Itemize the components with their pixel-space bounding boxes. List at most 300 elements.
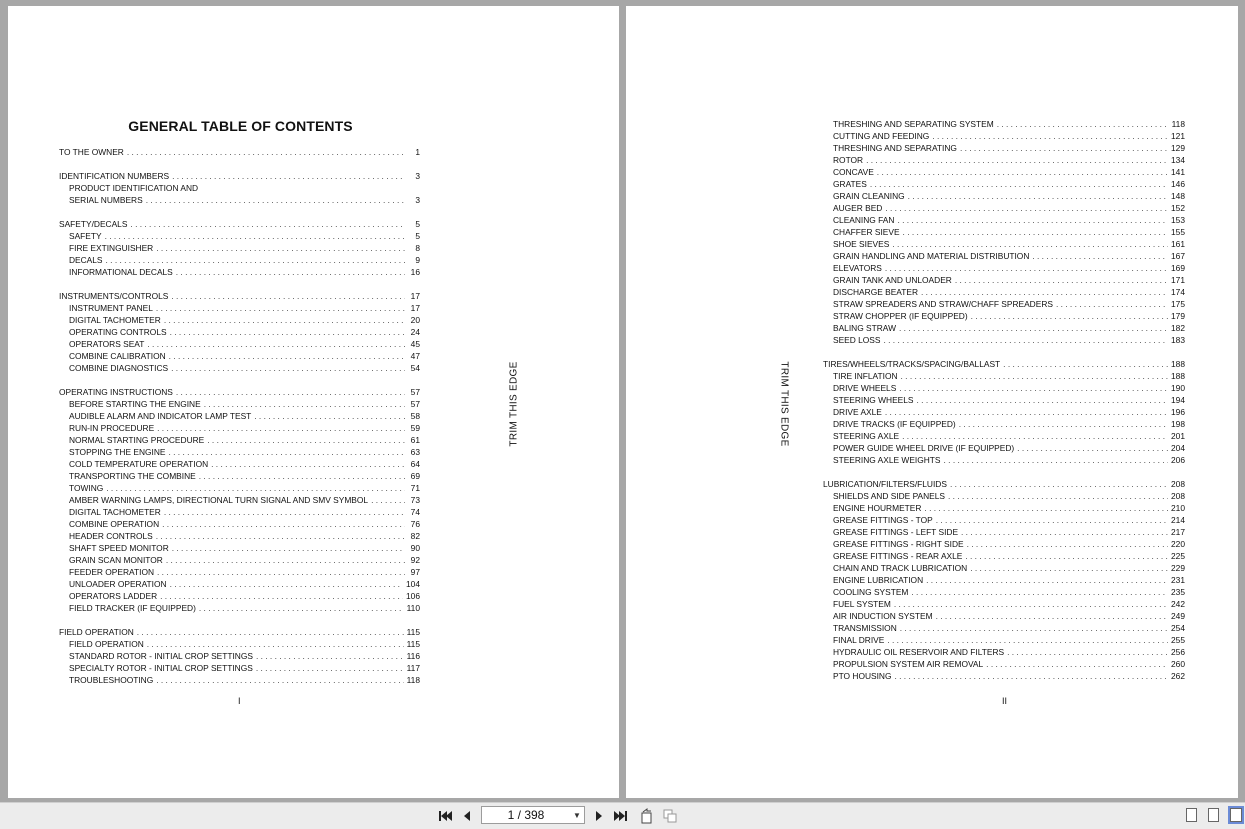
page-indicator: 1 / 398 [507, 808, 545, 822]
trim-label: TRIM THIS EDGE [508, 361, 520, 447]
toc-subentry[interactable] [823, 214, 1185, 226]
toc-entry-title: TROUBLESHOOTING [69, 675, 154, 685]
toc-page-number: 153 [1171, 215, 1185, 225]
toc-page-number: 242 [1171, 599, 1185, 609]
toc-page-number: 188 [1171, 359, 1185, 369]
toc-subentry[interactable] [823, 610, 1185, 622]
toc-page-number: 71 [410, 483, 420, 493]
toc-entry-title: DIGITAL TACHOMETER [69, 507, 161, 517]
toc-entry-title: DECALS [69, 255, 103, 265]
toc-page-number: 190 [1171, 383, 1185, 393]
toc-subentry[interactable] [823, 154, 1185, 166]
toc-page-number: 8 [415, 243, 420, 253]
toc-subentry[interactable] [823, 118, 1185, 130]
dot-leader [894, 670, 1168, 682]
toc-page-number: 194 [1171, 395, 1185, 405]
dot-leader [207, 434, 405, 446]
toc-subentry[interactable] [823, 574, 1185, 586]
toc-subentry[interactable] [823, 430, 1185, 442]
toc-entry-title: DRIVE WHEELS [833, 383, 897, 393]
toc-entry[interactable] [59, 290, 420, 302]
toc-entry-title: UNLOADER OPERATION [69, 579, 167, 589]
toc-subentry[interactable] [823, 658, 1185, 670]
toc-entry-title: SERIAL NUMBERS [69, 195, 143, 205]
toc-subentry[interactable] [823, 406, 1185, 418]
toc-subentry[interactable] [59, 266, 420, 278]
single-page-view-icon[interactable] [1186, 808, 1197, 822]
toc-subentry[interactable] [823, 526, 1185, 538]
toc-page-number: 255 [1171, 635, 1185, 645]
toc-entry-title: CHAFFER SIEVE [833, 227, 900, 237]
toc-page-number: 167 [1171, 251, 1185, 261]
toc-subentry[interactable] [823, 454, 1185, 466]
dot-leader [254, 410, 405, 422]
toc-entry[interactable] [59, 218, 420, 230]
fit-page-button[interactable] [661, 807, 679, 825]
dot-leader [997, 118, 1169, 130]
toc-section [59, 218, 420, 278]
toc-page-number: 175 [1171, 299, 1185, 309]
fit-page-icon [662, 808, 678, 824]
toc-subentry[interactable] [823, 562, 1185, 574]
dot-leader [160, 590, 403, 602]
toc-page-number: 169 [1171, 263, 1185, 273]
previous-page-button[interactable] [458, 807, 476, 825]
toc-subentry[interactable] [823, 538, 1185, 550]
toc-entry-title: RUN-IN PROCEDURE [69, 423, 155, 433]
dot-leader [924, 502, 1168, 514]
toc-page-number: 20 [410, 315, 420, 325]
toc-subentry[interactable] [59, 350, 420, 362]
rotate-page-button[interactable] [638, 807, 656, 825]
toc-subentry[interactable] [59, 530, 420, 542]
toc-section [823, 118, 1185, 346]
toc-page-number: 47 [410, 351, 420, 361]
toc-section [59, 626, 420, 686]
toc-page-number: 188 [1171, 371, 1185, 381]
toc-page-number: 225 [1171, 551, 1185, 561]
dot-leader [147, 638, 404, 650]
toc-entry[interactable] [59, 170, 420, 182]
toc-entry-title: THRESHING AND SEPARATING SYSTEM [833, 119, 994, 129]
toc-subentry[interactable] [823, 394, 1185, 406]
dot-leader [137, 626, 404, 638]
toc-page-number: 198 [1171, 419, 1185, 429]
toc-entry-title: STEERING WHEELS [833, 395, 914, 405]
dot-leader [171, 362, 405, 374]
dot-leader [169, 446, 406, 458]
toc-entry-title: BALING STRAW [833, 323, 896, 333]
toc-page-number: 58 [410, 411, 420, 421]
toc-subentry[interactable] [823, 646, 1185, 658]
last-page-button[interactable] [612, 807, 630, 825]
toc-page-number: 220 [1171, 539, 1185, 549]
toc-entry-title: SAFETY/DECALS [59, 219, 128, 229]
toc-entry-title: STEERING AXLE [833, 431, 900, 441]
dot-leader [166, 554, 405, 566]
dot-leader [885, 262, 1168, 274]
dot-leader [164, 314, 405, 326]
toc-subentry[interactable] [59, 182, 420, 194]
dot-leader [199, 602, 404, 614]
toc-page-number: 110 [406, 603, 420, 613]
dot-leader [157, 566, 405, 578]
page-right [626, 6, 1238, 798]
dot-leader [256, 650, 404, 662]
first-page-icon [438, 810, 452, 822]
toc-entry-title: HEADER CONTROLS [69, 531, 153, 541]
dot-leader [892, 238, 1168, 250]
dot-leader [921, 286, 1168, 298]
toc-subentry[interactable] [823, 334, 1185, 346]
dot-leader [1032, 250, 1168, 262]
toc-entry-title: HYDRAULIC OIL RESERVOIR AND FILTERS [833, 647, 1005, 657]
toc-subentry[interactable] [59, 542, 420, 554]
rotate-page-icon [639, 808, 655, 824]
toc-page-number: 61 [410, 435, 420, 445]
toc-entry-title: GREASE FITTINGS - LEFT SIDE [833, 527, 959, 537]
toc-entry-title: DISCHARGE BEATER [833, 287, 919, 297]
toc-subentry[interactable] [59, 590, 420, 602]
dot-leader [944, 454, 1169, 466]
dot-leader [900, 622, 1168, 634]
previous-page-icon [462, 810, 472, 822]
toc-subentry[interactable] [59, 422, 420, 434]
toc-list-left [59, 146, 420, 698]
dot-leader [371, 494, 405, 506]
dot-leader [870, 178, 1168, 190]
toc-subentry[interactable] [59, 506, 420, 518]
toc-subentry[interactable] [59, 482, 420, 494]
dot-leader [1017, 442, 1168, 454]
dot-leader [156, 674, 403, 686]
dot-leader [147, 338, 405, 350]
dot-leader [170, 578, 403, 590]
toc-entry-title: INSTRUMENT PANEL [69, 303, 153, 313]
toc-entry-title: FEEDER OPERATION [69, 567, 155, 577]
toc-page-number: 17 [410, 291, 420, 301]
toc-entry-title: FIELD TRACKER (IF EQUIPPED) [69, 603, 196, 613]
dot-leader [156, 302, 405, 314]
toc-entry-title: SPECIALTY ROTOR - INITIAL CROP SETTINGS [69, 663, 253, 673]
toc-subentry[interactable] [823, 202, 1185, 214]
dot-leader [903, 226, 1168, 238]
toc-subentry[interactable] [59, 578, 420, 590]
dot-leader [156, 242, 405, 254]
toc-subentry[interactable] [59, 194, 420, 206]
toc-entry-title: PRODUCT IDENTIFICATION AND [69, 183, 199, 193]
dot-leader [936, 514, 1168, 526]
toc-subentry[interactable] [59, 434, 420, 446]
toc-subentry[interactable] [823, 622, 1185, 634]
two-page-view-icon[interactable] [1230, 808, 1242, 822]
toc-subentry[interactable] [823, 514, 1185, 526]
toc-entry-title: GREASE FITTINGS - RIGHT SIDE [833, 539, 964, 549]
toc-entry-title: COMBINE DIAGNOSTICS [69, 363, 169, 373]
toc-subentry[interactable] [823, 418, 1185, 430]
dot-leader [204, 398, 405, 410]
toc-entry[interactable] [59, 386, 420, 398]
toc-entry[interactable] [59, 146, 420, 158]
dot-leader [162, 518, 405, 530]
toc-subentry[interactable] [823, 670, 1185, 682]
toc-subentry[interactable] [823, 370, 1185, 382]
toc-subentry[interactable] [823, 274, 1185, 286]
dot-leader [170, 326, 405, 338]
toc-subentry[interactable] [59, 326, 420, 338]
dot-leader [899, 382, 1168, 394]
toc-subentry[interactable] [59, 338, 420, 350]
dot-leader [970, 562, 1168, 574]
toc-subentry[interactable] [823, 226, 1185, 238]
dot-leader [883, 334, 1168, 346]
toc-entry-title: COLD TEMPERATURE OPERATION [69, 459, 209, 469]
toc-subentry[interactable] [823, 286, 1185, 298]
toc-page-number: 256 [1171, 647, 1185, 657]
toc-page-number: 5 [415, 231, 420, 241]
toc-entry-title: OPERATORS LADDER [69, 591, 158, 601]
toc-subentry[interactable] [59, 650, 420, 662]
toc-subentry[interactable] [823, 310, 1185, 322]
dot-leader [955, 274, 1168, 286]
toc-page-number: 73 [410, 495, 420, 505]
toc-page-number: 129 [1171, 143, 1185, 153]
toc-entry-title: OPERATING INSTRUCTIONS [59, 387, 173, 397]
toc-subentry[interactable] [59, 602, 420, 614]
toc-entry-title: CONCAVE [833, 167, 874, 177]
chevron-down-icon: ▼ [573, 810, 581, 820]
toc-page-number: 214 [1171, 515, 1185, 525]
dot-leader [908, 190, 1168, 202]
toc-subentry[interactable] [823, 442, 1185, 454]
toc-entry[interactable] [823, 478, 1185, 490]
toc-entry-title: PTO HOUSING [833, 671, 892, 681]
toc-entry-title: OPERATING CONTROLS [69, 327, 167, 337]
dot-leader [866, 154, 1168, 166]
toc-page-number: 97 [410, 567, 420, 577]
dot-leader [967, 538, 1168, 550]
toc-page-number: 155 [1171, 227, 1185, 237]
toc-subentry[interactable] [59, 662, 420, 674]
toc-page-number: 148 [1171, 191, 1185, 201]
dot-leader [961, 526, 1168, 538]
dot-leader [899, 322, 1168, 334]
toc-page-number: 134 [1171, 155, 1185, 165]
toc-subentry[interactable] [823, 586, 1185, 598]
dot-leader [211, 458, 405, 470]
toc-page-number: 174 [1171, 287, 1185, 297]
toc-subentry[interactable] [59, 554, 420, 566]
dot-leader [897, 214, 1168, 226]
toc-page-number: 146 [1171, 179, 1185, 189]
toc-page-number: 104 [406, 579, 420, 589]
toc-entry-title: ROTOR [833, 155, 864, 165]
last-page-icon [614, 810, 628, 822]
toc-entry-title: DRIVE TRACKS (IF EQUIPPED) [833, 419, 956, 429]
dot-leader [885, 202, 1168, 214]
next-page-icon [594, 810, 604, 822]
dot-leader [877, 166, 1168, 178]
toc-entry-title: STEERING AXLE WEIGHTS [833, 455, 941, 465]
toc-page-number: 45 [410, 339, 420, 349]
dot-leader [960, 142, 1168, 154]
dot-leader [936, 610, 1168, 622]
toc-entry-title: ELEVATORS [833, 263, 882, 273]
toc-page-number: 231 [1171, 575, 1185, 585]
toc-subentry[interactable] [823, 262, 1185, 274]
toc-entry-title: TIRES/WHEELS/TRACKS/SPACING/BALLAST [823, 359, 1001, 369]
toc-entry-title: BEFORE STARTING THE ENGINE [69, 399, 201, 409]
toc-subentry[interactable] [823, 322, 1185, 334]
toc-subentry[interactable] [823, 250, 1185, 262]
toc-entry-title: AUGER BED [833, 203, 883, 213]
toc-page-number: 182 [1171, 323, 1185, 333]
toc-page-number: 17 [410, 303, 420, 313]
dot-leader [157, 422, 405, 434]
toc-subentry[interactable] [59, 494, 420, 506]
toc-page-number: 24 [410, 327, 420, 337]
toc-subentry[interactable] [59, 302, 420, 314]
dot-leader [959, 418, 1168, 430]
toc-page-number: 217 [1171, 527, 1185, 537]
toc-entry-title: DRIVE AXLE [833, 407, 882, 417]
toc-entry-title: COMBINE CALIBRATION [69, 351, 166, 361]
toc-subentry[interactable] [59, 242, 420, 254]
toc-page-number: 196 [1171, 407, 1185, 417]
toc-page-number: 64 [410, 459, 420, 469]
toc-page-number: 106 [406, 591, 420, 601]
trim-label: TRIM THIS EDGE [778, 361, 790, 447]
toc-page-number: 76 [410, 519, 420, 529]
toc-subentry[interactable] [59, 314, 420, 326]
toc-section [59, 146, 420, 158]
dot-leader [901, 370, 1168, 382]
toc-section [823, 358, 1185, 466]
toc-entry[interactable] [823, 358, 1185, 370]
toc-subentry[interactable] [59, 674, 420, 686]
toc-entry-title: FUEL SYSTEM [833, 599, 891, 609]
toc-subentry[interactable] [59, 254, 420, 266]
toc-subentry[interactable] [823, 130, 1185, 142]
toc-entry-title: GRAIN SCAN MONITOR [69, 555, 163, 565]
toc-subentry[interactable] [59, 566, 420, 578]
toc-subentry[interactable] [823, 178, 1185, 190]
toc-entry-title: STRAW CHOPPER (IF EQUIPPED) [833, 311, 968, 321]
toc-page-number: 118 [1171, 119, 1185, 129]
toc-page-number: 115 [406, 627, 420, 637]
toc-entry[interactable] [59, 626, 420, 638]
toc-entry-title: DIGITAL TACHOMETER [69, 315, 161, 325]
dot-leader [164, 506, 405, 518]
first-page-button[interactable] [436, 807, 454, 825]
toc-entry-title: THRESHING AND SEPARATING [833, 143, 957, 153]
toc-subentry[interactable] [59, 410, 420, 422]
toc-subentry[interactable] [823, 598, 1185, 610]
toc-page-number: 115 [406, 639, 420, 649]
toc-page-number: 118 [406, 675, 420, 685]
dot-leader [146, 194, 405, 206]
toc-entry-title: LUBRICATION/FILTERS/FLUIDS [823, 479, 947, 489]
next-page-button[interactable] [590, 807, 608, 825]
dot-leader [894, 598, 1168, 610]
toc-page-number: 59 [410, 423, 420, 433]
toc-entry-title: ENGINE LUBRICATION [833, 575, 924, 585]
dot-leader [199, 470, 405, 482]
toc-page-number: 117 [406, 663, 420, 673]
toc-page-number: 152 [1171, 203, 1185, 213]
toc-page-number: 161 [1171, 239, 1185, 249]
toc-entry-title: GRAIN TANK AND UNLOADER [833, 275, 952, 285]
toc-subentry[interactable] [823, 238, 1185, 250]
toc-page-number: 92 [410, 555, 420, 565]
page-number: II [1002, 696, 1008, 706]
toc-page-number: 3 [415, 171, 420, 181]
page-number: I [238, 696, 241, 706]
toc-page-number: 179 [1171, 311, 1185, 321]
toc-page-number: 183 [1171, 335, 1185, 345]
toc-entry-title: STANDARD ROTOR - INITIAL CROP SETTINGS [69, 651, 253, 661]
toc-page-number: 74 [410, 507, 420, 517]
toc-entry-title: SHAFT SPEED MONITOR [69, 543, 169, 553]
toc-entry-title: SAFETY [69, 231, 102, 241]
page-number-select[interactable] [481, 806, 585, 824]
toc-subentry[interactable] [59, 518, 420, 530]
toc-subentry[interactable] [823, 490, 1185, 502]
toc-entry-title: GREASE FITTINGS - REAR AXLE [833, 551, 963, 561]
toc-subentry[interactable] [823, 550, 1185, 562]
dot-leader [106, 482, 405, 494]
toc-subentry[interactable] [823, 166, 1185, 178]
toc-subentry[interactable] [823, 298, 1185, 310]
toc-entry-title: FIELD OPERATION [59, 627, 134, 637]
dot-leader [171, 290, 405, 302]
dot-leader [986, 658, 1168, 670]
continuous-view-icon[interactable] [1208, 808, 1219, 822]
toc-page-number: 9 [415, 255, 420, 265]
toc-page-number: 204 [1171, 443, 1185, 453]
toc-subentry[interactable] [59, 458, 420, 470]
toc-subentry[interactable] [823, 634, 1185, 646]
toc-entry-title: CHAIN AND TRACK LUBRICATION [833, 563, 968, 573]
dot-leader [176, 266, 405, 278]
toc-subentry[interactable] [823, 502, 1185, 514]
toc-subentry[interactable] [823, 382, 1185, 394]
toc-entry-title: IDENTIFICATION NUMBERS [59, 171, 170, 181]
toc-page-number: 69 [410, 471, 420, 481]
toc-subentry[interactable] [823, 190, 1185, 202]
toc-subentry[interactable] [59, 362, 420, 374]
toc-entry-title: FIELD OPERATION [69, 639, 144, 649]
toc-list-right [823, 118, 1185, 694]
toc-entry-title: TIRE INFLATION [833, 371, 898, 381]
toc-subentry[interactable] [823, 142, 1185, 154]
dot-leader [948, 490, 1168, 502]
toc-page-number: 116 [406, 651, 420, 661]
toc-subentry[interactable] [59, 230, 420, 242]
toc-entry-title: GREASE FITTINGS - TOP [833, 515, 933, 525]
toc-page-number: 5 [415, 219, 420, 229]
page-left [8, 6, 619, 798]
dot-leader [971, 310, 1168, 322]
dot-leader [1056, 298, 1168, 310]
toc-subentry[interactable] [59, 470, 420, 482]
toc-subentry[interactable] [59, 446, 420, 458]
toc-entry-title: GRATES [833, 179, 867, 189]
toc-subentry[interactable] [59, 398, 420, 410]
toc-entry-title: TRANSMISSION [833, 623, 897, 633]
toc-subentry[interactable] [59, 638, 420, 650]
dot-leader [172, 170, 405, 182]
